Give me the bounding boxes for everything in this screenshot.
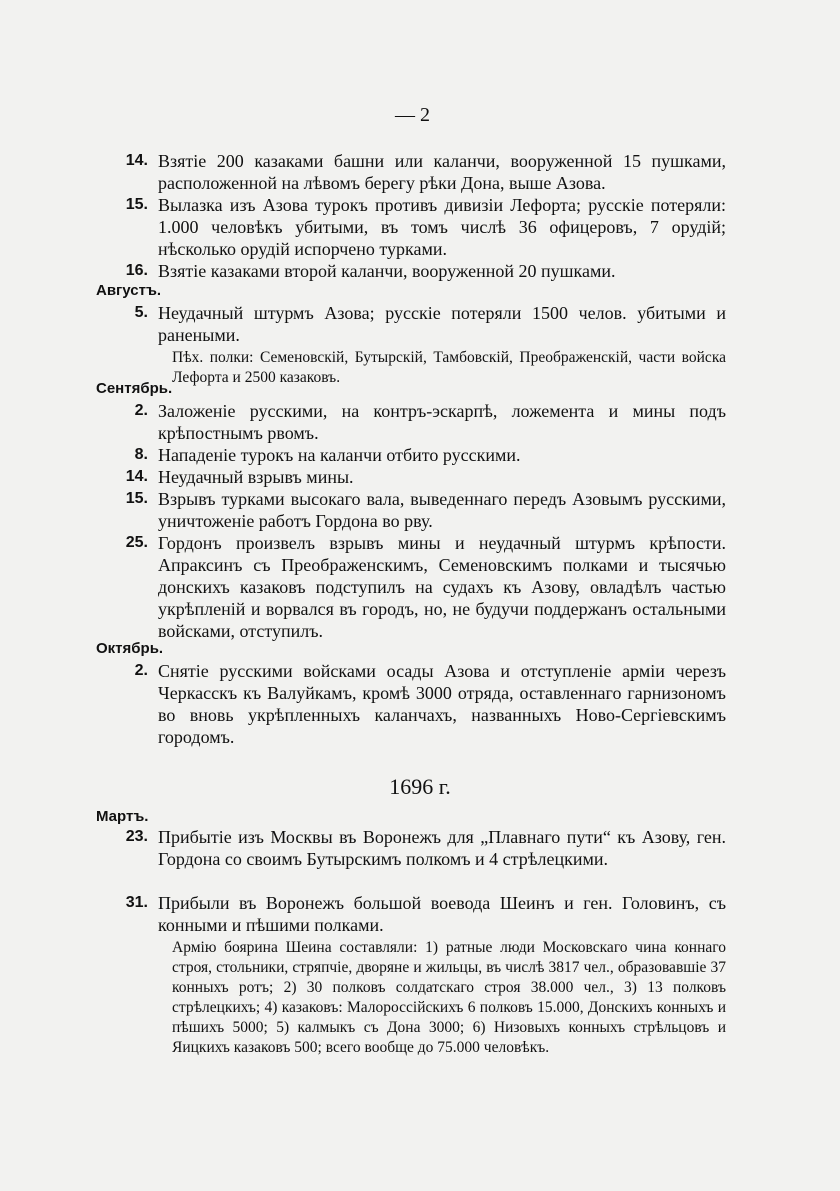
entry-text: Гордонъ произвелъ взрывъ мины и неудачный штурмъ крѣпости. Апраксинъ съ Преображенскимъ, Семеновскимъ полками и тысячью донскихъ казаковъ подступилъ на судахъ къ Азову, овладѣлъ частью укрѣпленій и ворвался въ городъ, но, не будучи поддержанъ остальными войсками, отступилъ. bbox=[158, 533, 726, 641]
entry-text: Прибыли въ Воронежъ большой воевода Шеинъ и ген. Головинъ, съ конными и пѣшими полками. bbox=[158, 893, 726, 935]
entry-day: 8. bbox=[134, 446, 148, 463]
chronicle-entry bbox=[118, 194, 726, 260]
entry-day: 31. bbox=[125, 894, 148, 911]
month-heading-october: Октябрь. bbox=[96, 640, 164, 657]
entry-text: Снятіе русскими войсками осады Азова и отступленіе арміи черезъ Черкасскъ къ Валуйкамъ, кромѣ 3000 отряда, оставленнаго гарнизономъ во вновь укрѣпленныхъ каланчахъ, названныхъ Ново-Сергіевскимъ городомъ. bbox=[158, 661, 726, 747]
entry-day: 25. bbox=[125, 534, 148, 551]
entry-text: Взрывъ турками высокаго вала, выведеннаго передъ Азовымъ русскими, уничтоженіе работъ Гордона во рву. bbox=[158, 489, 726, 531]
year-heading: 1696 г. bbox=[389, 774, 451, 799]
chronicle-entry bbox=[118, 444, 726, 466]
chronicle-entry bbox=[118, 260, 726, 282]
month-heading-march: Мартъ. bbox=[96, 808, 149, 825]
entry-day: 2. bbox=[134, 662, 148, 679]
entry-day: 15. bbox=[125, 490, 148, 507]
chronicle-entry bbox=[118, 466, 726, 488]
entry-day: 14. bbox=[125, 152, 148, 169]
entry-text: Заложеніе русскими, на контръ-эскарпѣ, ложемента и мины подъ крѣпостнымъ рвомъ. bbox=[158, 401, 726, 443]
chronicle-entry bbox=[118, 400, 726, 444]
chronicle-entry bbox=[118, 532, 726, 642]
entry-text: Взятіе казаками второй каланчи, вооруженной 20 пушками. bbox=[158, 261, 616, 281]
entry-day: 15. bbox=[125, 196, 148, 213]
chronicle-entry bbox=[118, 660, 726, 748]
entry-note: Армію боярина Шеина составляли: 1) ратные люди Московскаго чина коннаго строя, стольники, стряпчіе, дворяне и жильцы, въ числѣ 3817 чел., образовавшіе 37 конныхъ ротъ; 2) 30 полковъ солдатскаго строя 38.000 чел., 3) 13 полковъ стрѣлецкихъ; 4) казаковъ: Малороссійскихъ 6 полковъ 15.000, Донскихъ конныхъ и пѣшихъ 5000; 5) калмыкъ съ Дона 3000; 6) Низовыхъ конныхъ стрѣльцовъ и Яицкихъ казаковъ 500; всего вообще до 75.000 человѣкъ. bbox=[172, 939, 726, 1056]
month-heading-august: Августъ. bbox=[96, 282, 162, 299]
entry-text: Прибытіе изъ Москвы въ Воронежъ для „Плавнаго пути“ къ Азову, ген. Гордона со своимъ Бутырскимъ полкомъ и 4 стрѣлецкими. bbox=[158, 827, 726, 869]
entry-day: 5. bbox=[134, 304, 148, 321]
entry-day: 14. bbox=[125, 468, 148, 485]
chronicle-entry bbox=[118, 488, 726, 532]
entry-day: 23. bbox=[125, 828, 148, 845]
entry-text: Неудачный штурмъ Азова; русскіе потеряли 1500 челов. убитыми и ранеными. bbox=[158, 303, 726, 345]
entry-day: 16. bbox=[125, 262, 148, 279]
entry-text: Неудачный взрывъ мины. bbox=[158, 467, 354, 487]
chronicle-entry bbox=[118, 826, 726, 870]
entry-day: 2. bbox=[134, 402, 148, 419]
page-number: — 2 bbox=[395, 104, 430, 126]
entry-text: Вылазка изъ Азова турокъ противъ дивизіи Лефорта; русскіе потеряли: 1.000 человѣкъ убитыми, въ томъ числѣ 36 офицеровъ, 7 орудій; нѣсколько орудій испорчено турками. bbox=[158, 195, 726, 259]
entry-text: Нападеніе турокъ на каланчи отбито русскими. bbox=[158, 445, 521, 465]
chronicle-entry bbox=[118, 892, 726, 1058]
chronicle-entry bbox=[118, 302, 726, 388]
entry-text: Взятіе 200 казаками башни или каланчи, вооруженной 15 пушками, расположенной на лѣвомъ берегу рѣки Дона, выше Азова. bbox=[158, 151, 726, 193]
chronicle-entry bbox=[118, 150, 726, 194]
entry-note: Пѣх. полки: Семеновскій, Бутырскій, Тамбовскій, Преображенскій, части войска Лефорта и 2500 казаковъ. bbox=[172, 349, 726, 386]
month-heading-september: Сентябрь. bbox=[96, 380, 173, 397]
